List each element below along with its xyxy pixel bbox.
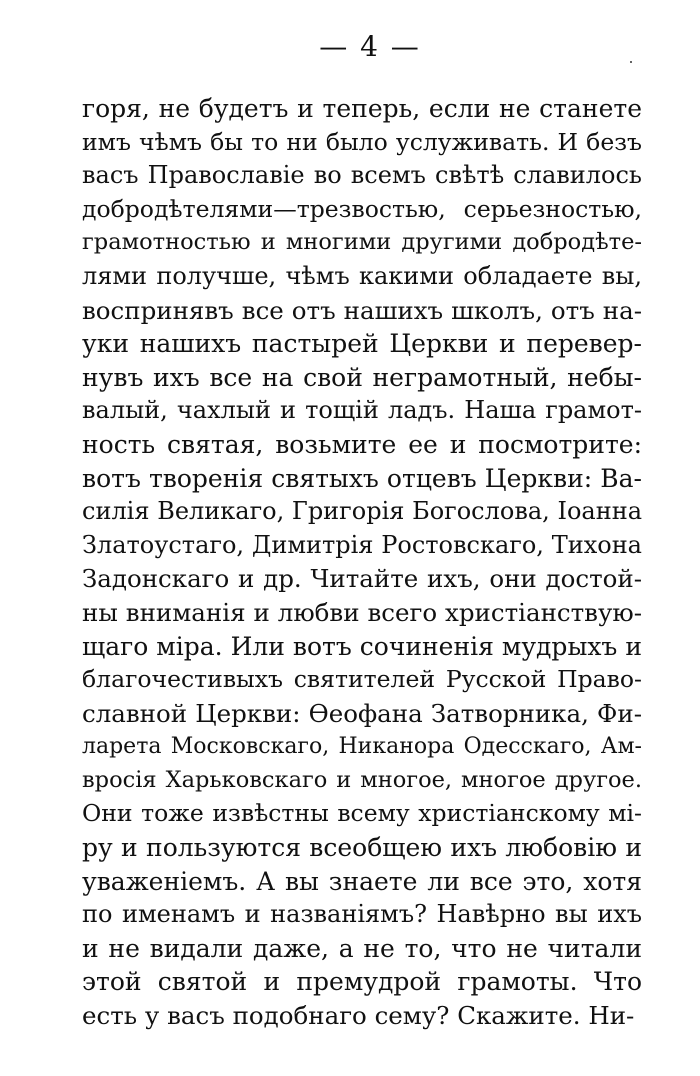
text-line: ру и пользуются всеобщею ихъ любовію и [82,833,642,863]
text-line: имъ чѣмъ бы то ни было услуживать. И безъ [82,127,642,156]
text-line: этой святой и премудрой грамоты. Что [82,967,642,997]
text-line: вотъ творенія святыхъ отцевъ Церкви: Ва- [82,463,642,493]
text-line: грамотностью и многими другими добродѣте- [82,229,642,256]
text-line: нувъ ихъ все на свой неграмотный, небы- [82,362,642,392]
text-line: вросія Харьковскаго и многое, многое другое. [82,766,642,793]
text-line: уваженіемъ. А вы знаете ли все это, хотя [82,866,642,896]
text-line: воспринявъ все отъ нашихъ школъ, отъ на- [82,295,642,325]
text-line: уки нашихъ пастырей Церкви и перевер- [82,329,642,359]
text-line: славной Церкви: Ѳеофана Затворника, Фи- [82,698,642,728]
text-line: щаго міра. Или вотъ сочиненія мудрыхъ и [82,631,642,661]
text-line: лями получше, чѣмъ какими обладаете вы, [82,261,642,290]
text-line: ны вниманія и любви всего христіанствую- [82,597,642,627]
text-line: Златоустаго, Димитрія Ростовскаго, Тихона [82,530,642,559]
text-line: по именамъ и названіямъ? Навѣрно вы ихъ [82,900,642,929]
text-line: валый, чахлый и тощій ладъ. Наша грамот- [82,396,642,425]
text-line: ларета Московскаго, Никанора Одесскаго, Ам- [82,734,642,760]
text-line: Они тоже извѣстны всему христіанскому мі- [82,799,642,828]
text-line: благочестивыхъ святителей Русской Право- [82,665,642,694]
text-line: Задонскаго и др. Читайте ихъ, они достой- [82,564,642,594]
page-number: — 4 — [319,30,421,63]
print-speck [630,61,632,63]
text-line: и не видали даже, а не то, что не читали [82,933,642,963]
text-line: васъ Православіе во всемъ свѣтѣ славилось [82,161,642,190]
text-line: добродѣтелями—трезвостью, серьезностью, [82,194,642,223]
text-line: силія Великаго, Григорія Богослова, Іоанна [82,497,642,526]
text-line: горя, не будетъ и теперь, если не станете [82,94,642,123]
body-text [82,92,642,1033]
text-line: ность святая, возьмите ее и посмотрите: [82,429,642,459]
text-line: есть у васъ подобнаго сему? Скажите. Ни- [82,1001,635,1031]
